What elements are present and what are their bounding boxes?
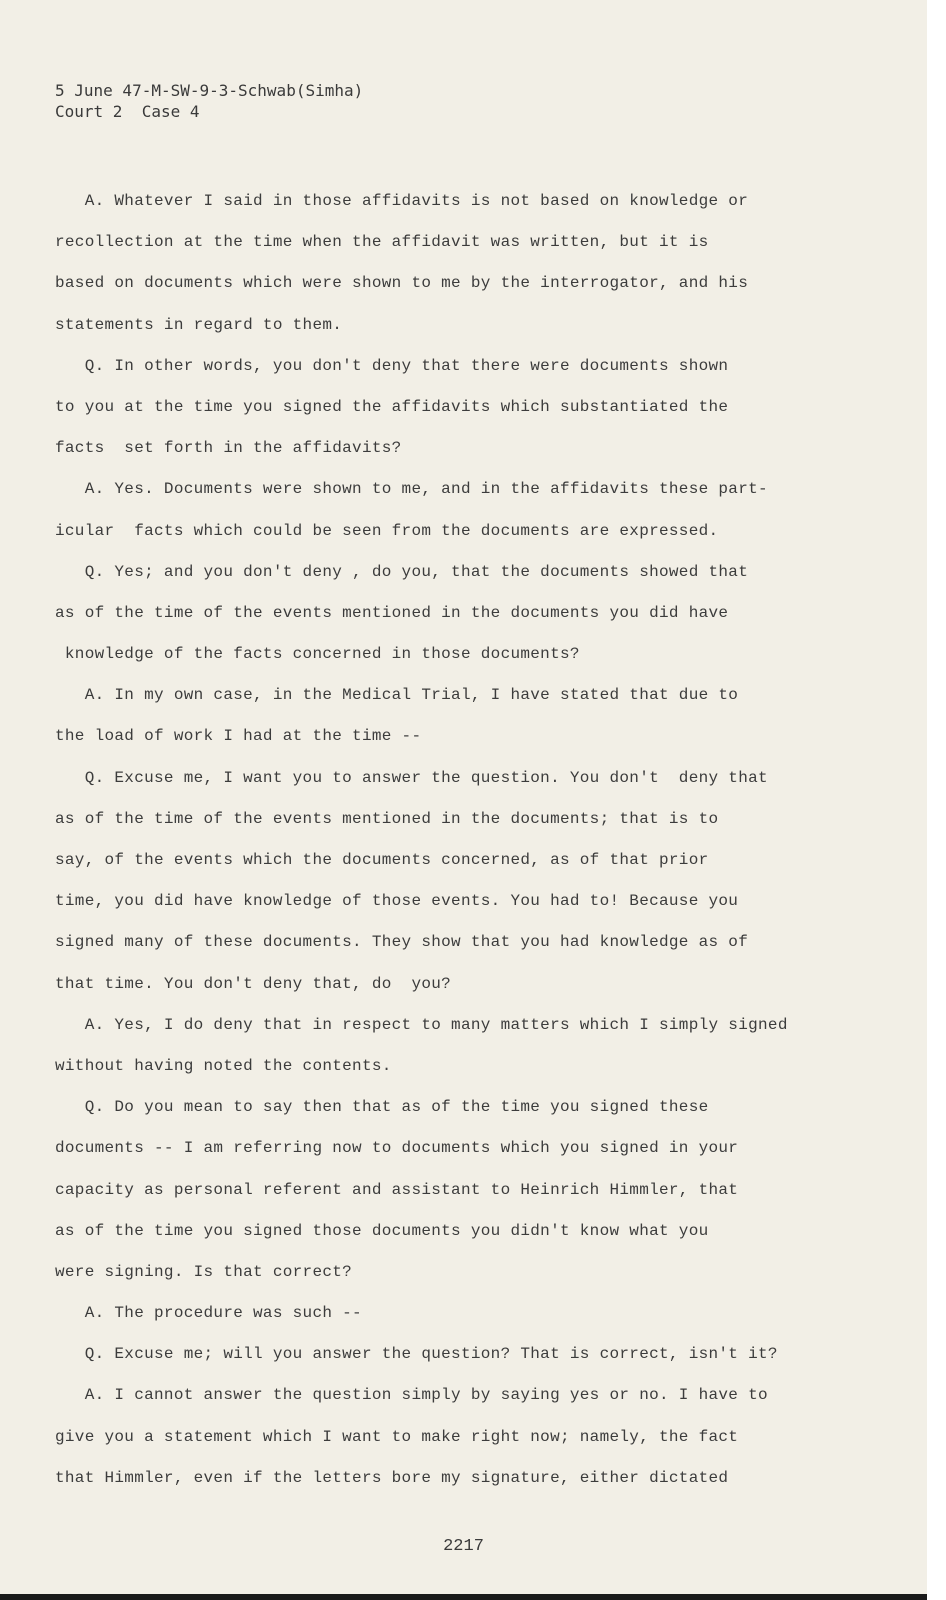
transcript-line: A. Yes, I do deny that in respect to many matters which I simply signed: [55, 1015, 788, 1034]
document-header: [55, 80, 363, 122]
scan-margin: [927, 0, 946, 1600]
transcript-line: recollection at the time when the affidavit was written, but it is: [55, 233, 709, 252]
transcript-line: icular facts which could be seen from the documents are expressed.: [55, 521, 719, 540]
page-number: 2217: [443, 1537, 484, 1556]
transcript-line: as of the time of the events mentioned in the documents you did have: [55, 603, 729, 622]
transcript-line: A. In my own case, in the Medical Trial, I have stated that due to: [55, 686, 739, 705]
transcript-line: to you at the time you signed the affidavits which substantiated the: [55, 397, 729, 416]
transcript-line: Q. Do you mean to say then that as of the time you signed these: [55, 1098, 709, 1117]
transcript-line: facts set forth in the affidavits?: [55, 439, 402, 458]
transcript-line: give you a statement which I want to make right now; namely, the fact: [55, 1427, 739, 1446]
transcript-line: time, you did have knowledge of those events. You had to! Because you: [55, 892, 739, 911]
transcript-line: Q. In other words, you don't deny that there were documents shown: [55, 356, 729, 375]
transcript-line: that time. You don't deny that, do you?: [55, 974, 452, 993]
transcript-line: documents -- I am referring now to documents which you signed in your: [55, 1139, 739, 1158]
transcript-line: Q. Yes; and you don't deny , do you, that the documents showed that: [55, 562, 749, 581]
header-court-case-line: Court 2 Case 4: [55, 102, 200, 121]
transcript-body: [55, 181, 795, 1499]
transcript-line: A. Yes. Documents were shown to me, and in the affidavits these part-: [55, 480, 768, 499]
transcript-line: say, of the events which the documents concerned, as of that prior: [55, 851, 709, 869]
transcript-line: capacity as personal referent and assistant to Heinrich Himmler, that: [55, 1180, 739, 1199]
transcript-line: as of the time of the events mentioned in the documents; that is to: [55, 809, 719, 828]
transcript-line: the load of work I had at the time --: [55, 727, 422, 746]
transcript-line: A. Whatever I said in those affidavits is not based on knowledge or: [55, 192, 749, 210]
header-reference-line: 5 June 47-M-SW-9-3-Schwab(Simha): [55, 81, 364, 100]
transcript-line: knowledge of the facts concerned in those documents?: [55, 645, 580, 664]
transcript-line: statements in regard to them.: [55, 315, 343, 334]
transcript-line: Q. Excuse me; will you answer the question? That is correct, isn't it?: [55, 1345, 778, 1364]
transcript-line: without having noted the contents.: [55, 1056, 392, 1075]
transcript-line: that Himmler, even if the letters bore my signature, either dictated: [55, 1468, 729, 1487]
scan-edge: [0, 1594, 927, 1600]
transcript-line: Q. Excuse me, I want you to answer the question. You don't deny that: [55, 768, 768, 787]
transcript-line: A. I cannot answer the question simply by saying yes or no. I have to: [55, 1386, 768, 1405]
transcript-line: based on documents which were shown to me by the interrogator, and his: [55, 274, 749, 293]
transcript-line: A. The procedure was such --: [55, 1304, 362, 1323]
transcript-line: were signing. Is that correct?: [55, 1262, 353, 1281]
transcript-line: signed many of these documents. They show that you had knowledge as of: [55, 933, 749, 952]
transcript-line: as of the time you signed those documents you didn't know what you: [55, 1221, 709, 1240]
